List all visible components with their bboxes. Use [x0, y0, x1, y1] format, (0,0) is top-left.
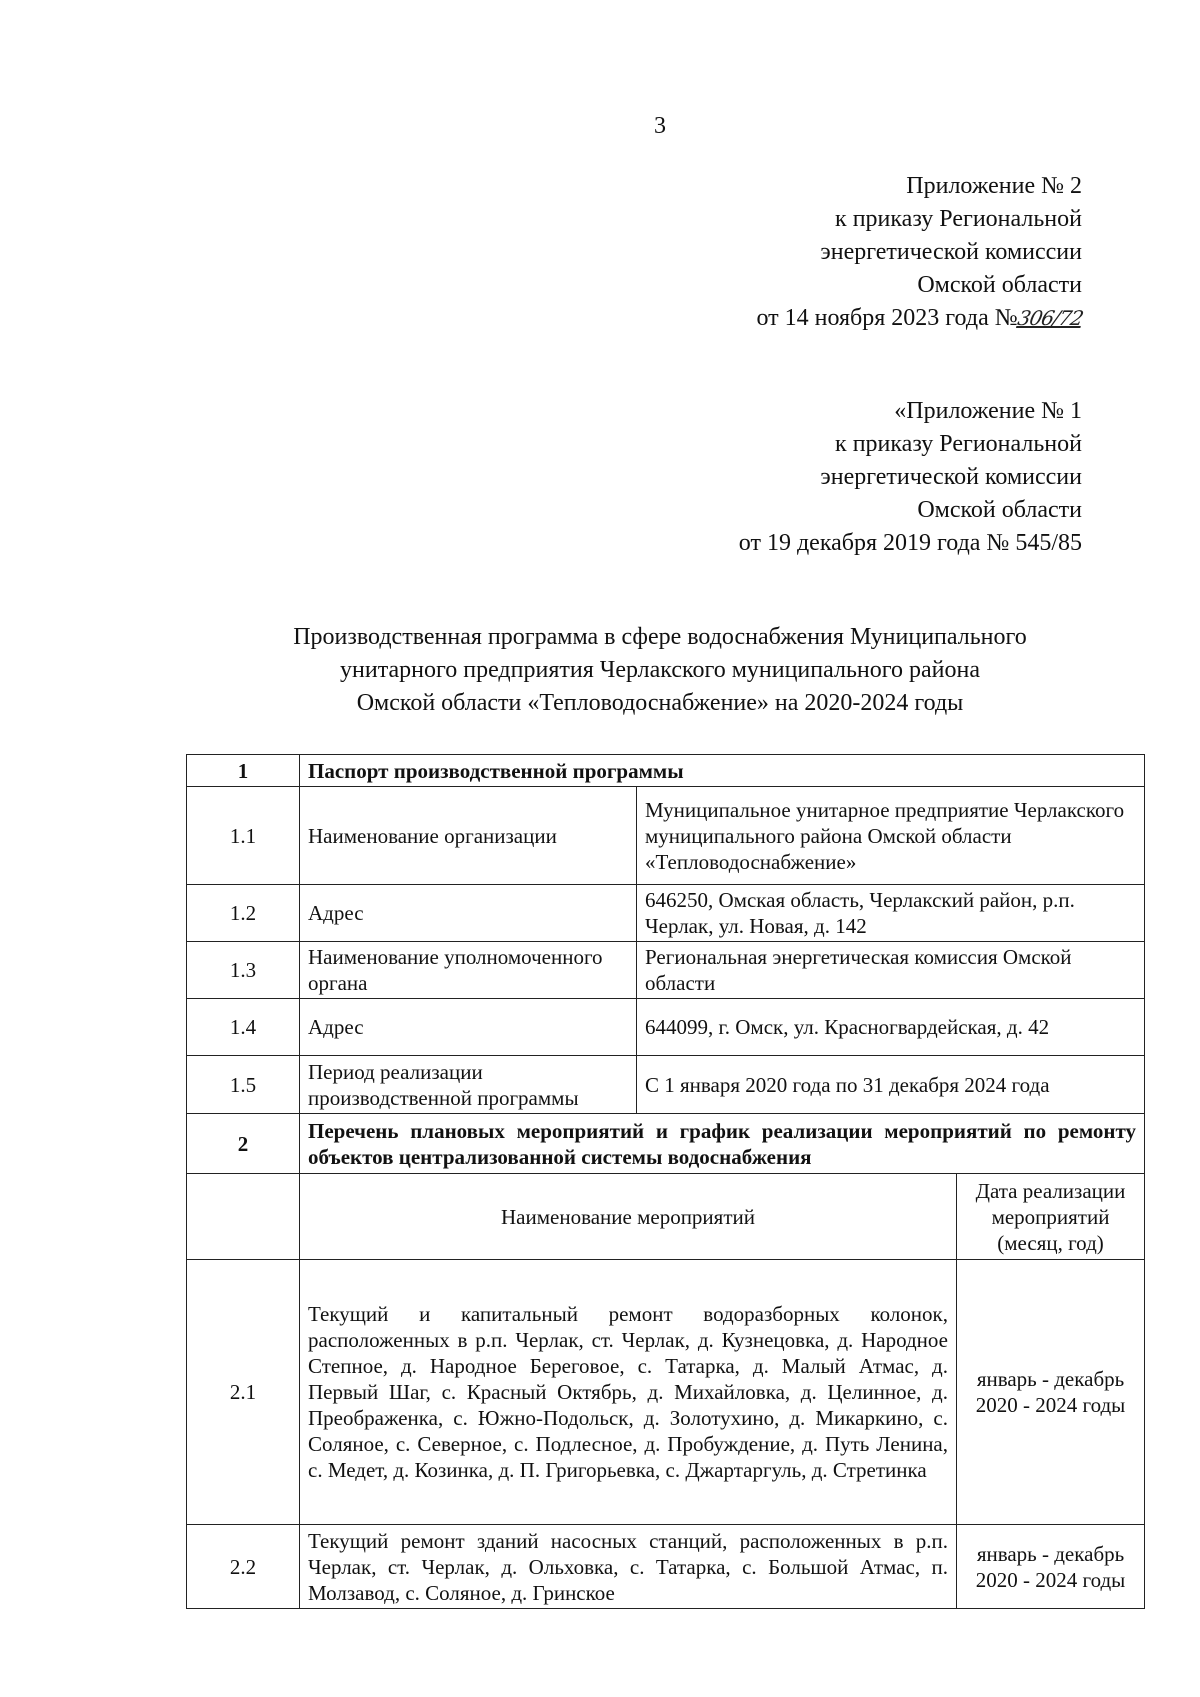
- event-row: [187, 1260, 1145, 1525]
- document-title: [200, 621, 1120, 720]
- event-number: 2.1: [187, 1260, 300, 1525]
- section-1-row: [187, 755, 1145, 787]
- row-number: 1.2: [187, 885, 300, 942]
- table-row: [187, 1056, 1145, 1114]
- row-label: Наименование организации: [300, 787, 637, 885]
- appendix-1-header: [739, 395, 1082, 560]
- row-value: Муниципальное унитарное предприятие Черлакского муниципального района Омской области «Тепловодоснабжение»: [637, 787, 1145, 885]
- title-line1: Производственная программа в сфере водоснабжения Муниципального: [293, 624, 1027, 650]
- section-2-row: [187, 1114, 1145, 1174]
- event-description: Текущий ремонт зданий насосных станций, расположенных в р.п. Черлак, ст. Черлак, д. Ольховка, с. Татарка, с. Большой Атмас, п. Молзавод, с. Соляное, д. Гринское: [300, 1525, 957, 1609]
- row-label: Адрес: [300, 885, 637, 942]
- appendix-2-line1: Приложение № 2: [906, 173, 1082, 199]
- appendix-1-line5: от 19 декабря 2019 года № 545/85: [738, 530, 1082, 556]
- event-description: Текущий и капитальный ремонт водоразборных колонок, расположенных в р.п. Черлак, ст. Черлак, д. Кузнецовка, д. Народное Степное, д. Народное Береговое, с. Татарка, д. Малый Атмас, д. Первый Шаг, с. Красный Октябрь, д. Михайловка, д. Целинное, д. Преображенка, с. Южно-Подольск, д. Золотухино, д. Микаркино, с. Соляное, с. Северное, с. Подлесное, д. Пробуждение, д. Путь Ленина, с. Медет, д. Козинка, д. П. Григорьевка, с. Джартаргуль, д. Стретинка: [300, 1260, 957, 1525]
- appendix-2-line3: энергетической комиссии: [820, 239, 1082, 265]
- section-2-number: 2: [187, 1114, 300, 1174]
- row-number: 1.3: [187, 942, 300, 999]
- empty-header-cell: [187, 1174, 300, 1260]
- handwritten-order-number: 306/72: [1015, 306, 1085, 330]
- appendix-2-header: [756, 170, 1085, 335]
- row-value: С 1 января 2020 года по 31 декабря 2024 года: [637, 1056, 1145, 1114]
- title-line3: Омской области «Тепловодоснабжение» на 2020-2024 годы: [356, 690, 964, 716]
- row-number: 1.1: [187, 787, 300, 885]
- appendix-1-line2: к приказу Региональной: [835, 431, 1082, 457]
- appendix-1-line3: энергетической комиссии: [820, 464, 1082, 490]
- appendix-2-line2: к приказу Региональной: [835, 206, 1082, 232]
- appendix-2-line4: Омской области: [917, 272, 1082, 298]
- row-number: 1.5: [187, 1056, 300, 1114]
- table-row: [187, 885, 1145, 942]
- row-label: Наименование уполномоченного органа: [300, 942, 637, 999]
- row-label: Адрес: [300, 999, 637, 1056]
- section-1-number: 1: [187, 755, 300, 787]
- program-table: [186, 754, 1145, 1609]
- appendix-2-date: от 14 ноября 2023 года №: [756, 305, 1018, 331]
- row-value: Региональная энергетическая комиссия Омской области: [637, 942, 1145, 999]
- event-row: [187, 1525, 1145, 1609]
- table-row: [187, 999, 1145, 1056]
- appendix-1-line4: Омской области: [917, 497, 1082, 523]
- appendix-1-line1: «Приложение № 1: [894, 398, 1082, 424]
- title-line2: унитарного предприятия Черлакского муниципального района: [340, 657, 980, 683]
- table-row: [187, 942, 1145, 999]
- section-2-title: Перечень плановых мероприятий и график реализации мероприятий по ремонту объектов централизованной системы водоснабжения: [300, 1114, 1145, 1174]
- row-value: 646250, Омская область, Черлакский район, р.п. Черлак, ул. Новая, д. 142: [637, 885, 1145, 942]
- header-event-date: Дата реализации мероприятий (месяц, год): [957, 1174, 1145, 1260]
- appendix-2-date-line: [756, 302, 1085, 335]
- event-date: январь - декабрь 2020 - 2024 годы: [957, 1525, 1145, 1609]
- event-number: 2.2: [187, 1525, 300, 1609]
- row-number: 1.4: [187, 999, 300, 1056]
- row-label: Период реализации производственной программы: [300, 1056, 637, 1114]
- event-date: январь - декабрь 2020 - 2024 годы: [957, 1260, 1145, 1525]
- page-number: 3: [654, 113, 666, 139]
- row-value: 644099, г. Омск, ул. Красногвардейская, д. 42: [637, 999, 1145, 1056]
- column-header-row: [187, 1174, 1145, 1260]
- section-1-title: Паспорт производственной программы: [300, 755, 1145, 787]
- header-event-name: Наименование мероприятий: [300, 1174, 957, 1260]
- table-row: [187, 787, 1145, 885]
